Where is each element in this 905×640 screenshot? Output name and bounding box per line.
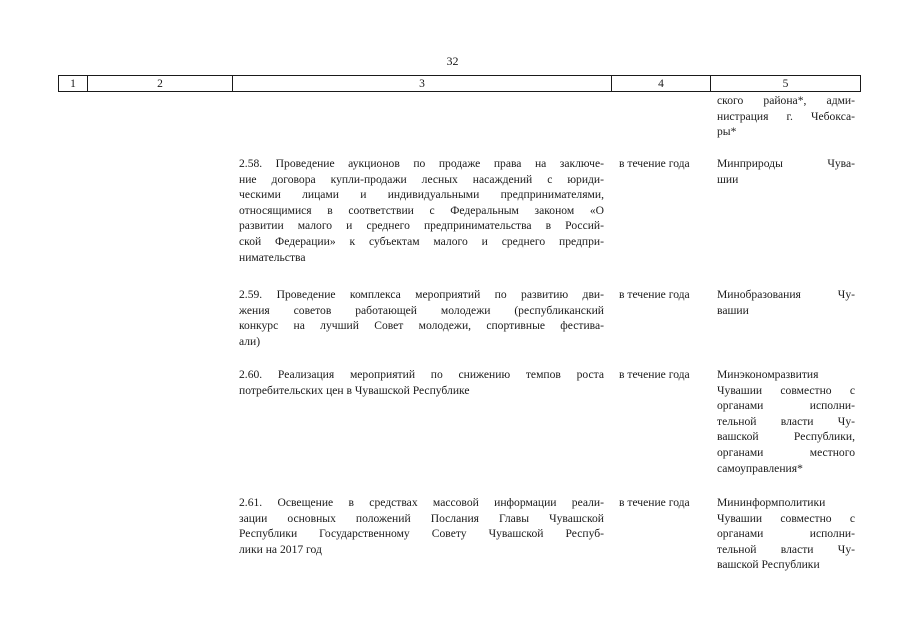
- text-line: Минэкономразвития: [717, 368, 819, 381]
- text-line: вашской Республики: [717, 558, 820, 572]
- row-2-61-deadline: в течение года: [619, 496, 690, 509]
- text-line: вашии: [717, 303, 749, 317]
- text-line: относящимися в соответствии с Федеральным законом «О: [239, 203, 604, 217]
- text-line: Чувашии совместно с: [717, 383, 855, 397]
- text-line: развитии малого и среднего предпринимательства в Россий-: [239, 219, 604, 233]
- text-line: али): [239, 334, 261, 348]
- header-col-4: 4: [658, 78, 664, 90]
- text-line: Мининформполитики: [717, 496, 826, 509]
- row-2-59-description: [239, 287, 604, 349]
- text-line: самоуправления*: [717, 461, 803, 475]
- row-2-58-responsible: [717, 156, 855, 187]
- text-line: органами исполни-: [717, 527, 855, 541]
- header-col-3: 3: [419, 78, 425, 90]
- text-line: Минобразования Чу-: [717, 288, 855, 301]
- row-2-58-description: [239, 156, 604, 265]
- header-col-1: 1: [70, 78, 76, 90]
- text-line: тельной власти Чу-: [717, 542, 855, 556]
- text-line: вашской Республики,: [717, 430, 855, 444]
- column-divider: [860, 75, 861, 92]
- text-line: лики на 2017 год: [239, 542, 322, 556]
- text-line: тельной власти Чу-: [717, 414, 855, 428]
- text-line: нимательства: [239, 250, 306, 264]
- header-col-2: 2: [157, 78, 163, 90]
- page-number: 32: [446, 54, 459, 68]
- row-2-61-description: [239, 495, 604, 557]
- text-line: 2.61. Освещение в средствах массовой информации реали-: [239, 496, 604, 509]
- text-line: конкурс на лучший Совет молодежи, спортивные фестива-: [239, 319, 604, 333]
- text-line: 2.59. Проведение комплекса мероприятий по развитию дви-: [239, 288, 604, 301]
- text-line: органами исполни-: [717, 399, 855, 413]
- text-line: 2.58. Проведение аукционов по продаже права на заключе-: [239, 157, 604, 170]
- continuation-responsible: [717, 93, 855, 140]
- row-2-60-responsible: [717, 367, 855, 476]
- row-2-60-deadline: в течение года: [619, 368, 690, 381]
- table-header-bottom-border: [58, 91, 860, 92]
- text-line: зации основных положений Послания Главы Чувашской: [239, 511, 604, 525]
- row-2-59-deadline: в течение года: [619, 288, 690, 301]
- row-2-61-responsible: [717, 495, 855, 573]
- text-line: ской Федерации» к субъектам малого и среднего предпри-: [239, 234, 604, 248]
- text-line: органами местного: [717, 445, 855, 459]
- text-line: Чувашии совместно с: [717, 511, 855, 525]
- text-line: жения советов работающей молодежи (республиканский: [239, 303, 604, 317]
- text-line: Республики Государственному Совету Чувашской Респуб-: [239, 527, 604, 541]
- text-line: 2.60. Реализация мероприятий по снижению темпов роста: [239, 368, 604, 381]
- table-header-top-border: [58, 75, 860, 76]
- text-line: ние договора купли-продажи лесных насаждений с юриди-: [239, 172, 604, 186]
- row-2-59-responsible: [717, 287, 855, 318]
- text-line: ческими лицами и индивидуальными предпринимателями,: [239, 188, 604, 202]
- text-line: потребительских цен в Чувашской Республике: [239, 383, 470, 397]
- header-col-5: 5: [782, 78, 789, 90]
- text-line: ры*: [717, 125, 737, 139]
- row-2-60-description: [239, 367, 604, 398]
- row-2-58-deadline: в течение года: [619, 157, 690, 170]
- text-line: Минприроды Чува-: [717, 157, 855, 170]
- text-line: ского района*, адми-: [717, 94, 855, 107]
- text-line: шии: [717, 172, 739, 186]
- text-line: нистрация г. Чебокса-: [717, 109, 855, 123]
